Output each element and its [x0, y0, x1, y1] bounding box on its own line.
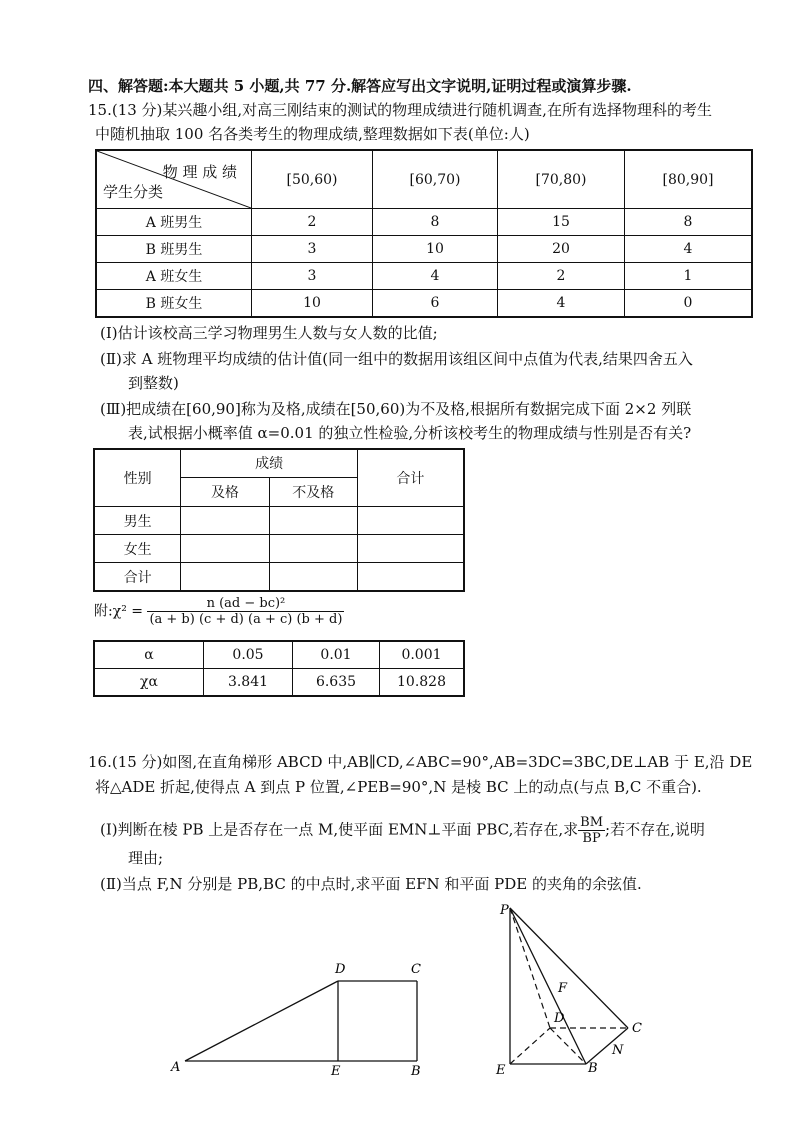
q16-part2: (Ⅱ)当点 F,N 分别是 PB,BC 的中点时,求平面 EFN 和平面 PDE 的夹角的余弦值.	[100, 875, 642, 893]
alpha-label: α	[94, 641, 204, 669]
q16-stem-line2: 将△ADE 折起,使得点 A 到点 P 位置,∠PEB=90°,N 是棱 BC 上的动点(与点 B,C 不重合).	[95, 778, 702, 796]
chi-label: χα	[94, 669, 204, 697]
critical-value-table	[93, 640, 465, 697]
empty-cell	[269, 563, 357, 592]
label-n: N	[612, 1043, 624, 1058]
table-row	[96, 263, 752, 290]
empty-cell	[357, 563, 464, 592]
ratio-fraction	[578, 815, 605, 846]
header-score: 成绩	[181, 449, 358, 477]
table-row	[96, 290, 752, 318]
table-row	[94, 669, 464, 697]
label-c: C	[632, 1021, 642, 1036]
q15-part2-line1: (Ⅱ)求 A 班物理平均成绩的估计值(同一组中的数据用该组区间中点值为代表,结果四舍五入	[100, 350, 693, 368]
q15-part2-line2: 到整数)	[128, 374, 179, 392]
column-header: [60,70)	[373, 150, 498, 209]
row-label: 女生	[94, 535, 181, 563]
label-p: P	[500, 903, 509, 918]
column-header: [70,80)	[498, 150, 625, 209]
formula-prefix: 附:χ² =	[94, 603, 143, 620]
row-label: B 班男生	[96, 236, 252, 263]
row-label: 合计	[94, 563, 181, 592]
table-cell: 6.635	[293, 669, 380, 697]
label-d: D	[554, 1011, 565, 1026]
formula-numerator: n (ad − bc)²	[147, 596, 344, 612]
table-row	[96, 209, 752, 236]
q15-stem-line1: 15.(13 分)某兴趣小组,对高三刚结束的测试的物理成绩进行随机调查,在所有选择物理科的考生	[88, 101, 712, 119]
column-header: [80,90]	[625, 150, 753, 209]
table-cell: 10	[373, 236, 498, 263]
column-header: [50,60)	[252, 150, 373, 209]
q15-stem-line2: 中随机抽取 100 名各类考生的物理成绩,整理数据如下表(单位:人)	[95, 125, 530, 143]
label-d: D	[335, 962, 346, 977]
row-label: 男生	[94, 507, 181, 535]
empty-cell	[269, 507, 357, 535]
table-cell: 8	[625, 209, 753, 236]
table-cell: 1	[625, 263, 753, 290]
ratio-numerator: BM	[580, 815, 604, 830]
table-cell: 3	[252, 263, 373, 290]
corner-top-label: 物 理 成 绩	[162, 163, 237, 181]
table-cell: 8	[373, 209, 498, 236]
row-label: B 班女生	[96, 290, 252, 318]
table-cell: 4	[625, 236, 753, 263]
q15-part1: (Ⅰ)估计该校高三学习物理男生人数与女人数的比值;	[100, 324, 438, 342]
q15-data-table	[95, 149, 753, 318]
q15-part3-line2: 表,试根据小概率值 α=0.01 的独立性检验,分析该校考生的物理成绩与性别是否有关?	[128, 424, 692, 442]
corner-bottom-label: 学生分类	[103, 183, 164, 201]
folded-solid-figure	[490, 900, 660, 1080]
header-pass: 及格	[181, 477, 269, 506]
empty-cell	[269, 535, 357, 563]
q16-part1-line1	[100, 815, 705, 846]
table-cell: 3.841	[204, 669, 293, 697]
chi-square-formula	[94, 596, 344, 627]
empty-cell	[357, 507, 464, 535]
label-e: E	[331, 1064, 341, 1079]
label-b: B	[588, 1061, 598, 1076]
table-cell: 15	[498, 209, 625, 236]
label-e: E	[496, 1063, 506, 1078]
table-cell: 6	[373, 290, 498, 318]
label-b: B	[411, 1064, 421, 1079]
table-cell: 20	[498, 236, 625, 263]
table-cell: 0.001	[380, 641, 465, 669]
empty-cell	[181, 507, 269, 535]
q16-part1-line2: 理由;	[128, 849, 164, 867]
q15-part3-line1: (Ⅲ)把成绩在[60,90]称为及格,成绩在[50,60)为不及格,根据所有数据完成下面 2×2 列联	[100, 400, 692, 418]
section-header: 四、解答题:本大题共 5 小题,共 77 分.解答应写出文字说明,证明过程或演算步骤.	[88, 77, 632, 95]
table-cell: 10	[252, 290, 373, 318]
table-cell: 4	[498, 290, 625, 318]
empty-cell	[181, 535, 269, 563]
label-a: A	[171, 1060, 181, 1075]
table-row	[94, 641, 464, 669]
empty-cell	[357, 535, 464, 563]
table-cell: 0	[625, 290, 753, 318]
formula-fraction	[147, 596, 344, 627]
row-label: A 班女生	[96, 263, 252, 290]
table-cell: 10.828	[380, 669, 465, 697]
table-cell: 0.01	[293, 641, 380, 669]
table-cell: 4	[373, 263, 498, 290]
table-row	[96, 236, 752, 263]
trapezoid-figure	[165, 955, 435, 1080]
table-cell: 2	[252, 209, 373, 236]
label-c: C	[411, 962, 421, 977]
ratio-denominator: BP	[582, 831, 601, 846]
q16-part1-text-cont: ;若不存在,说明	[605, 820, 705, 839]
row-label: A 班男生	[96, 209, 252, 236]
table-cell: 2	[498, 263, 625, 290]
header-fail: 不及格	[269, 477, 357, 506]
header-total: 合计	[357, 449, 464, 507]
header-gender: 性别	[94, 449, 181, 507]
contingency-table	[93, 448, 465, 592]
table-cell: 0.05	[204, 641, 293, 669]
empty-cell	[181, 563, 269, 592]
table-row	[94, 563, 464, 592]
formula-denominator: (a + b) (c + d) (a + c) (b + d)	[149, 612, 343, 627]
table-row	[94, 507, 464, 535]
table-cell: 3	[252, 236, 373, 263]
label-f: F	[558, 981, 568, 996]
q16-part1-text: (Ⅰ)判断在棱 PB 上是否存在一点 M,使平面 EMN⊥平面 PBC,若存在,求	[100, 820, 579, 839]
table-corner-cell	[96, 150, 252, 209]
q16-stem-line1: 16.(15 分)如图,在直角梯形 ABCD 中,AB∥CD,∠ABC=90°,AB=3DC=3BC,DE⊥AB 于 E,沿 DE	[88, 753, 753, 771]
table-row	[94, 535, 464, 563]
